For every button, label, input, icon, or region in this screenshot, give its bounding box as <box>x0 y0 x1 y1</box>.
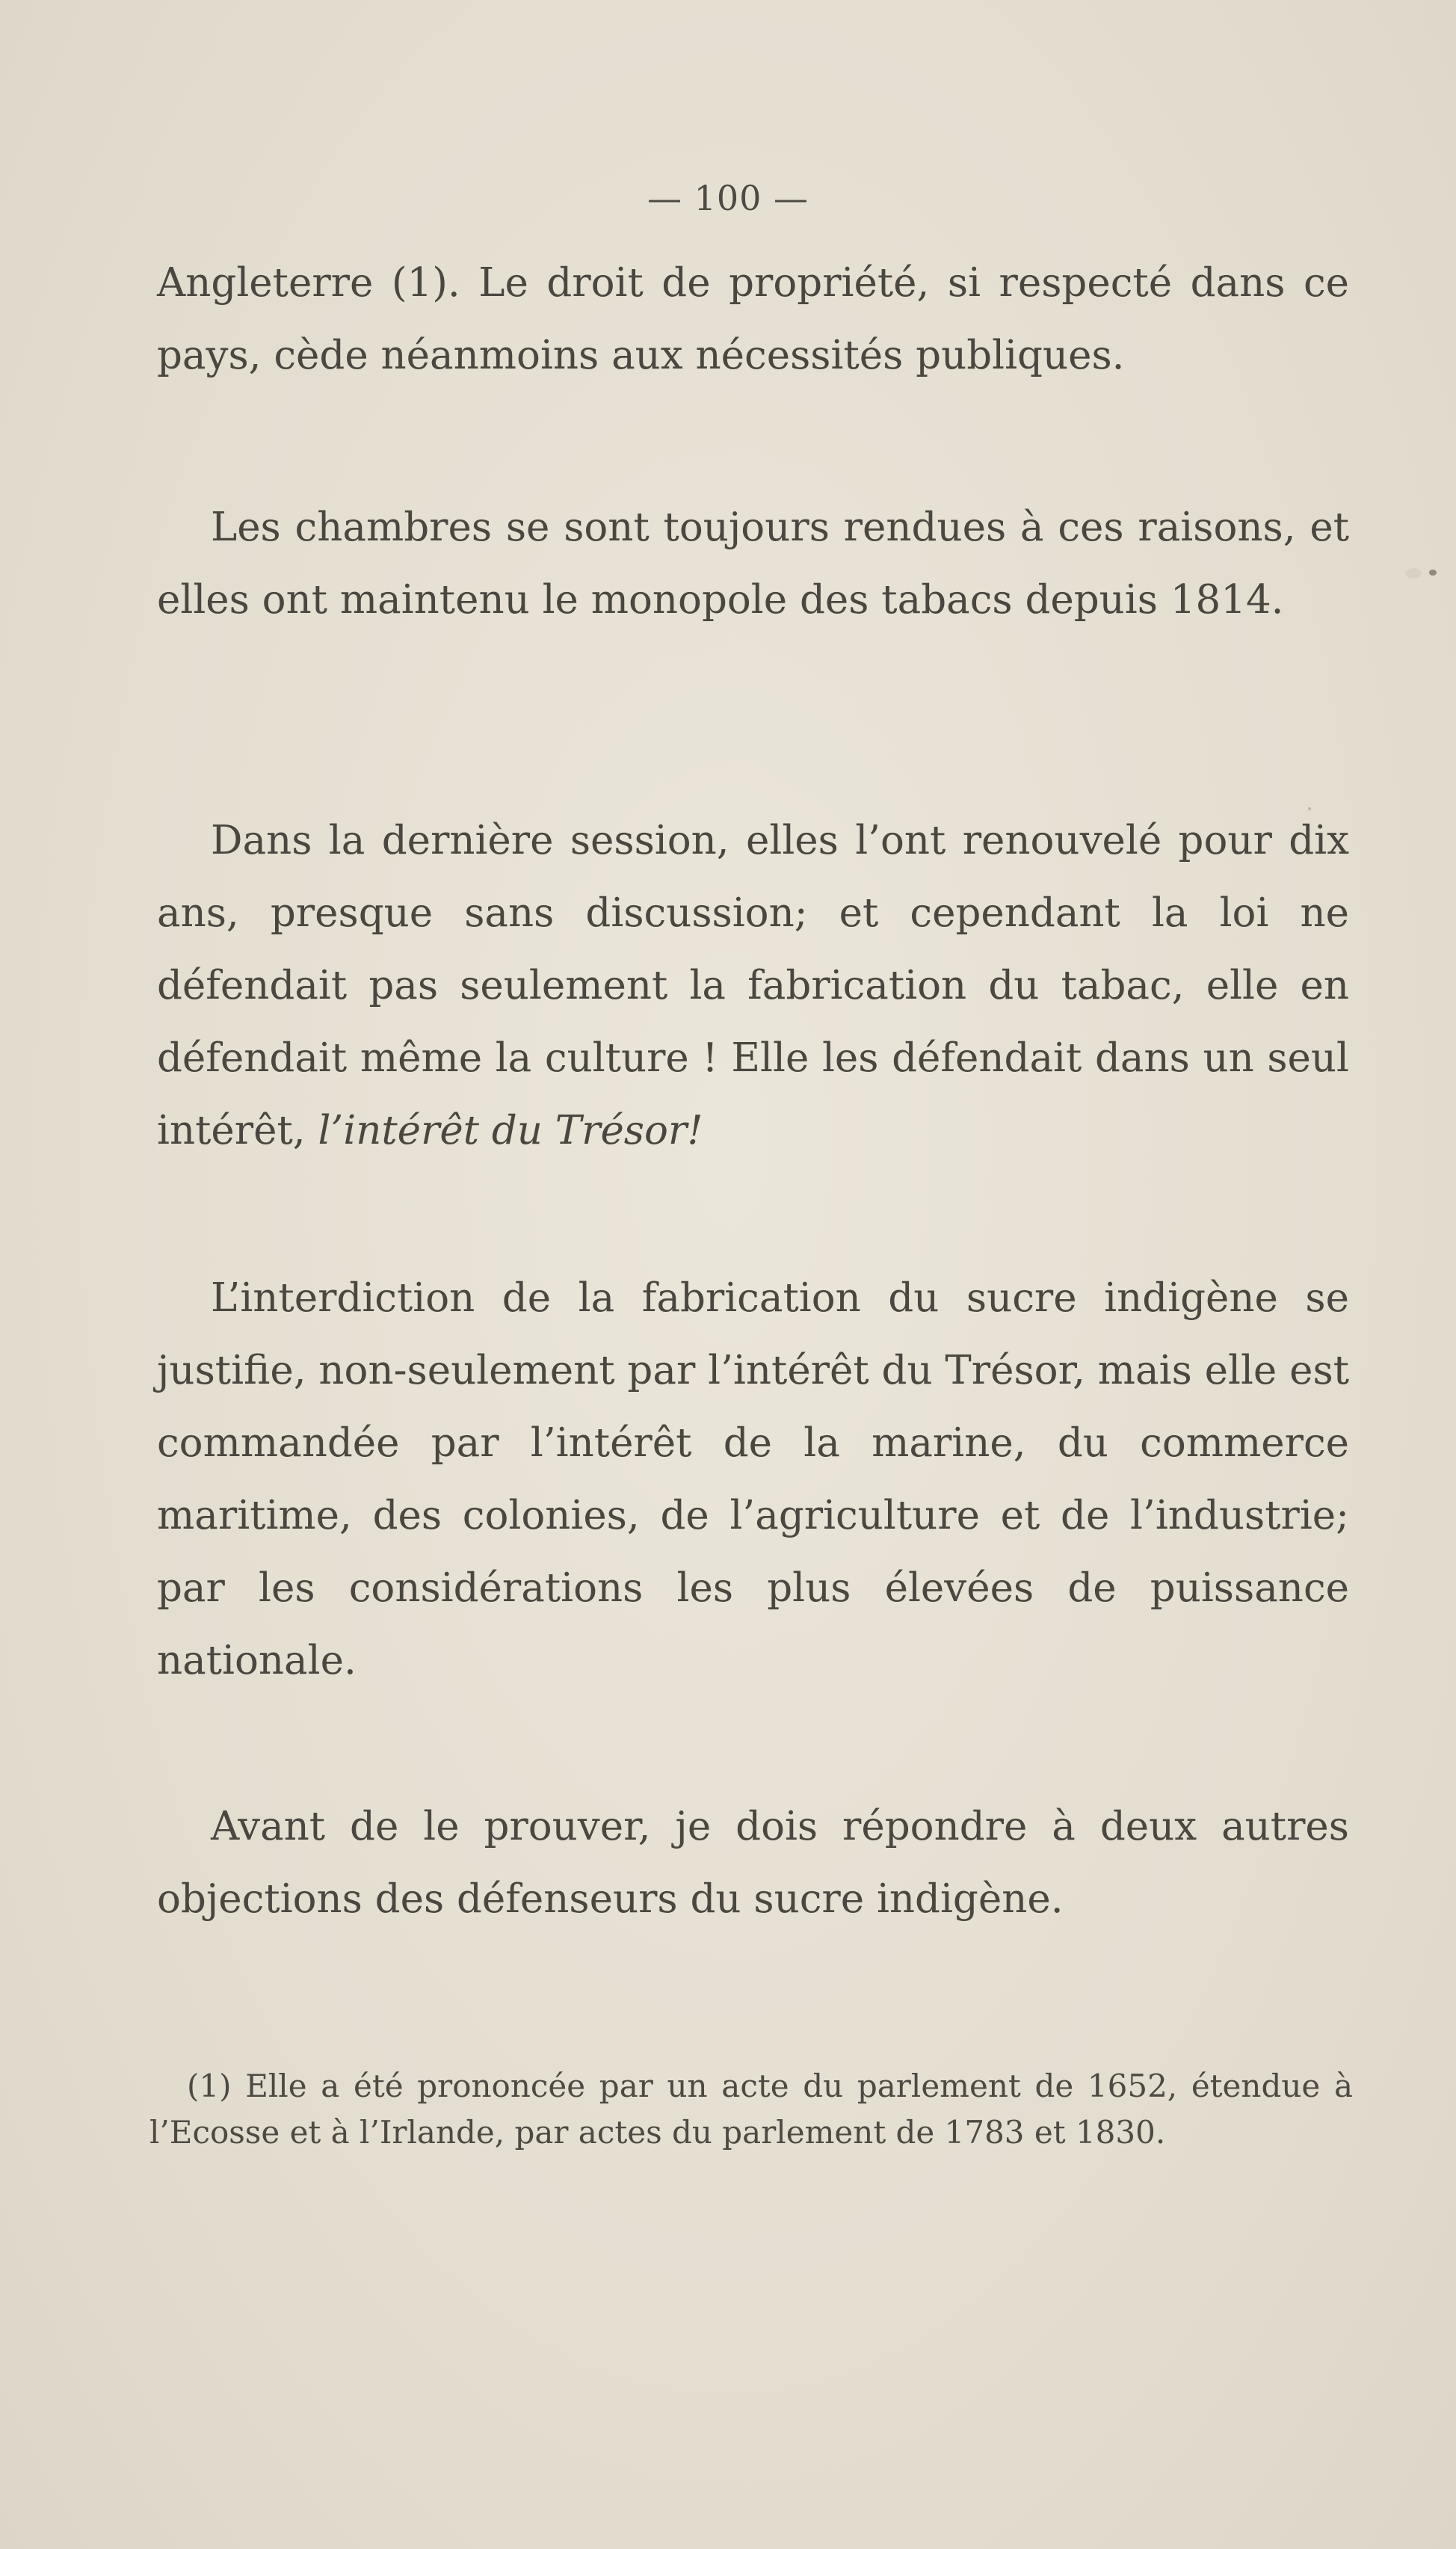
paragraph-before-proving <box>157 1790 1349 1935</box>
footnote <box>149 2063 1353 2156</box>
page-number: — 100 — <box>647 178 809 218</box>
paragraph-text: Avant de le prouver, je dois répondre à deux autres objections des défenseurs du sucre indigène. <box>157 1804 1349 1922</box>
paragraph-text <box>157 804 1349 1167</box>
paragraph-sugar-interdiction <box>157 1262 1349 1697</box>
paper-stain <box>1405 568 1422 579</box>
paragraph-last-session <box>157 804 1349 1167</box>
paragraph-continuation <box>157 247 1349 392</box>
footnote-marker: (1) <box>187 2068 232 2104</box>
paragraph-tobacco-monopoly <box>157 491 1349 636</box>
footnote-text <box>149 2063 1353 2156</box>
paragraph-text-italic: l’intérêt du Trésor! <box>318 1108 703 1153</box>
paragraph-text: Les chambres se sont toujours rendues à ces raisons, et elles ont maintenu le monopole des tabacs depuis 1814. <box>157 505 1349 623</box>
footnote-body: Elle a été prononcée par un acte du parlement de 1652, étendue à l’Ecosse et à l’Irlande, par actes du parlement de 1783 et 1830. <box>149 2068 1353 2151</box>
paragraph-text: L’interdiction de la fabrication du sucre indigène se justifie, non-seulement par l’intérêt du Trésor, mais elle est commandée par l’intérêt de la marine, du commerce maritime, des colonies, de l’agriculture et de l’industrie; par les considérations les plus élevées de puissance nationale. <box>157 1275 1349 1683</box>
paragraph-text: Angleterre (1). Le droit de propriété, si respecté dans ce pays, cède néanmoins aux nécessités publiques. <box>157 260 1349 378</box>
paper-speck <box>1429 570 1437 576</box>
paragraph-text-roman: Dans la dernière session, elles l’ont renouvelé pour dix ans, presque sans discussion; et cependant la loi ne défendait pas seulement la fabrication du tabac, elle en défendait même la culture ! Elle les défendait dans un seul intérêt, <box>157 818 1349 1153</box>
